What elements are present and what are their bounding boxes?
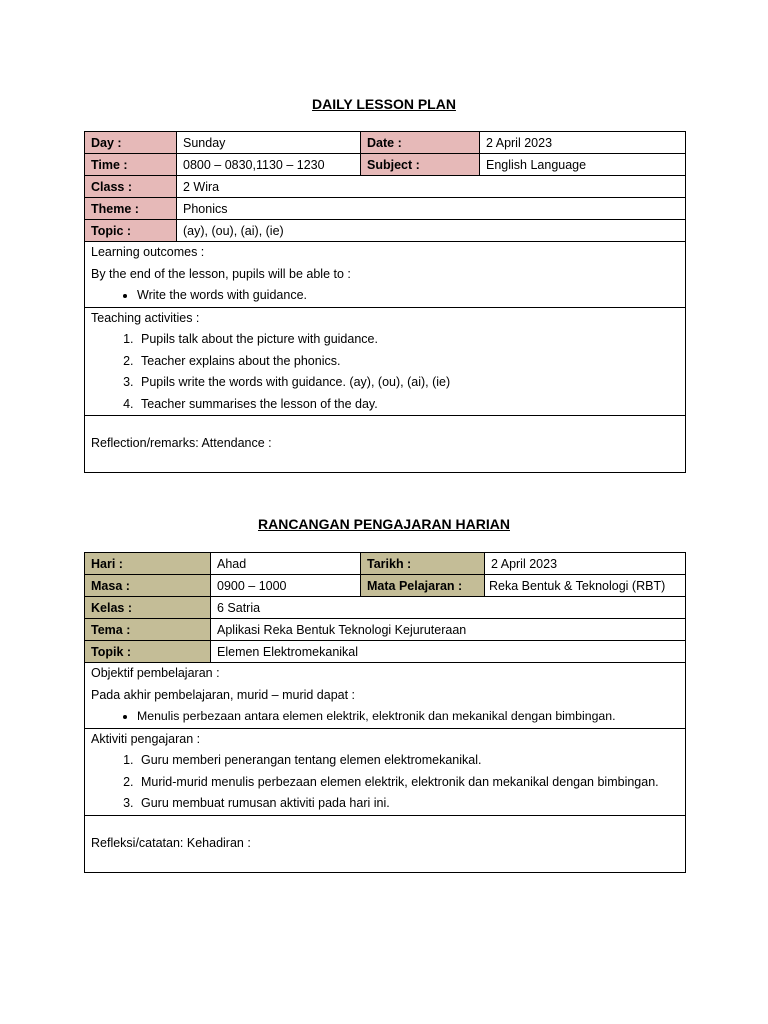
aktiviti-heading: Aktiviti pengajaran : bbox=[91, 731, 201, 746]
theme-value: Phonics bbox=[177, 198, 686, 220]
aktiviti-item: 1. Guru memberi penerangan tentang elemen elektromekanikal. bbox=[137, 750, 679, 772]
kelas-value: 6 Satria bbox=[211, 597, 686, 619]
topik-label: Topik : bbox=[85, 641, 211, 663]
masa-value: 0900 – 1000 bbox=[211, 575, 361, 597]
outcomes-row bbox=[85, 242, 686, 308]
malay-plan-title: RANCANGAN PENGAJARAN HARIAN bbox=[257, 516, 510, 532]
theme-row bbox=[85, 198, 686, 220]
objektif-cell bbox=[85, 663, 686, 729]
time-subject-row bbox=[85, 154, 686, 176]
outcomes-heading: Learning outcomes : bbox=[91, 245, 205, 259]
subject-label: Subject : bbox=[361, 154, 480, 176]
mata-pelajaran-label: Mata Pelajaran : bbox=[361, 575, 485, 597]
objektif-row bbox=[85, 663, 686, 729]
objektif-intro: Pada akhir pembelajaran, murid – murid dapat : bbox=[91, 687, 356, 702]
reflection-label: Reflection/remarks: Attendance : bbox=[91, 436, 272, 451]
tarikh-label: Tarikh : bbox=[361, 553, 485, 575]
refleksi-label: Refleksi/catatan: Kehadiran : bbox=[91, 835, 251, 850]
kelas-row bbox=[85, 597, 686, 619]
activities-list bbox=[91, 329, 679, 415]
time-value: 0800 – 0830,1130 – 1230 bbox=[177, 154, 361, 176]
activity-item: 2. Teacher explains about the phonics. bbox=[137, 351, 679, 373]
day-date-row bbox=[85, 132, 686, 154]
time-label: Time : bbox=[85, 154, 177, 176]
objektif-list bbox=[91, 706, 679, 728]
aktiviti-item: 3. Guru membuat rumusan aktiviti pada hari ini. bbox=[137, 793, 679, 815]
reflection-cell bbox=[85, 416, 686, 473]
tema-value: Aplikasi Reka Bentuk Teknologi Kejuruteraan bbox=[211, 619, 686, 641]
activity-item: 3. Pupils write the words with guidance. (ay), (ou), (ai), (ie) bbox=[137, 372, 679, 394]
day-value: Sunday bbox=[177, 132, 361, 154]
activities-cell bbox=[85, 307, 686, 416]
kelas-label: Kelas : bbox=[85, 597, 211, 619]
theme-label: Theme : bbox=[85, 198, 177, 220]
class-value: 2 Wira bbox=[177, 176, 686, 198]
outcome-item: • Write the words with guidance. bbox=[137, 285, 679, 307]
hari-tarikh-row bbox=[85, 553, 686, 575]
topik-row bbox=[85, 641, 686, 663]
outcomes-cell bbox=[85, 242, 686, 308]
activities-heading: Teaching activities : bbox=[91, 310, 200, 325]
aktiviti-row bbox=[85, 728, 686, 815]
activity-item: 4. Teacher summarises the lesson of the day. bbox=[137, 394, 679, 416]
class-row bbox=[85, 176, 686, 198]
objektif-item: • Menulis perbezaan antara elemen elektrik, elektronik dan mekanikal dengan bimbingan. bbox=[137, 706, 679, 728]
tarikh-value: 2 April 2023 bbox=[485, 553, 686, 575]
outcomes-intro: By the end of the lesson, pupils will be able to : bbox=[91, 266, 351, 281]
reflection-row bbox=[85, 416, 686, 473]
date-value: 2 April 2023 bbox=[480, 132, 686, 154]
hari-value: Ahad bbox=[211, 553, 361, 575]
date-label: Date : bbox=[361, 132, 480, 154]
aktiviti-list bbox=[91, 750, 679, 815]
activities-row bbox=[85, 307, 686, 416]
topik-value: Elemen Elektromekanikal bbox=[211, 641, 686, 663]
aktiviti-item: 2. Murid-murid menulis perbezaan elemen elektrik, elektronik dan mekanikal dengan bimbingan. bbox=[137, 772, 679, 794]
mata-pelajaran-value: Reka Bentuk & Teknologi (RBT) bbox=[485, 575, 686, 597]
activity-item: 1. Pupils talk about the picture with guidance. bbox=[137, 329, 679, 351]
refleksi-cell bbox=[85, 815, 686, 872]
subject-value: English Language bbox=[480, 154, 686, 176]
refleksi-row bbox=[85, 815, 686, 872]
hari-label: Hari : bbox=[85, 553, 211, 575]
outcomes-list bbox=[91, 285, 679, 307]
masa-label: Masa : bbox=[85, 575, 211, 597]
malay-lesson-table bbox=[84, 552, 686, 873]
english-lesson-table bbox=[84, 131, 686, 473]
tema-row bbox=[85, 619, 686, 641]
topic-row bbox=[85, 220, 686, 242]
objektif-heading: Objektif pembelajaran : bbox=[91, 666, 220, 680]
class-label: Class : bbox=[85, 176, 177, 198]
masa-subjek-row bbox=[85, 575, 686, 597]
aktiviti-cell bbox=[85, 728, 686, 815]
english-plan-title: DAILY LESSON PLAN bbox=[312, 96, 456, 112]
day-label: Day : bbox=[85, 132, 177, 154]
topic-label: Topic : bbox=[85, 220, 177, 242]
topic-value: (ay), (ou), (ai), (ie) bbox=[177, 220, 686, 242]
tema-label: Tema : bbox=[85, 619, 211, 641]
